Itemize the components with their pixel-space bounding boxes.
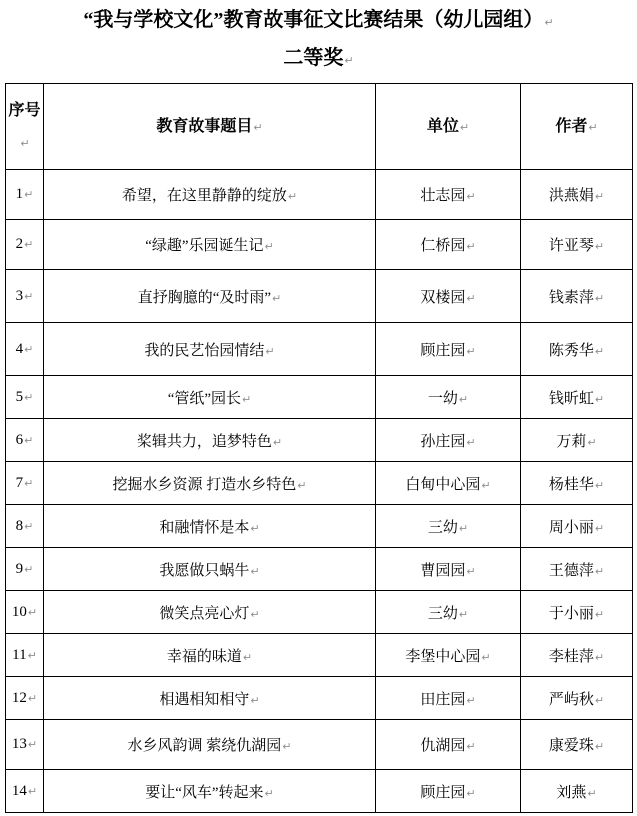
table-row: [6, 462, 633, 505]
cell-text: 我的民艺怡园情结: [144, 342, 265, 359]
cell-text: 直抒胸臆的“及时雨”: [137, 289, 272, 306]
paragraph-mark-icon: ↵: [466, 344, 476, 358]
cell-text: 3: [15, 287, 24, 304]
cell-text: 1: [15, 186, 24, 202]
cell-text: 于小丽: [548, 605, 594, 622]
paragraph-mark-icon: ↵: [458, 521, 469, 535]
cell-unit: [376, 591, 521, 634]
cell-index: [6, 419, 44, 462]
cell-story-title: [44, 548, 376, 591]
cell-text: 白甸中心园: [405, 476, 481, 493]
prize-level-text: 二等奖: [283, 47, 344, 69]
paragraph-mark-icon: ↵: [594, 392, 605, 406]
cell-text: 陈秀华: [548, 342, 594, 359]
cell-unit: [376, 323, 521, 376]
paragraph-mark-icon: ↵: [265, 344, 275, 358]
cell-index: [6, 720, 44, 770]
paragraph-mark-icon: ↵: [264, 786, 274, 800]
cell-text: 三幼: [427, 519, 458, 536]
paragraph-mark-icon: ↵: [594, 607, 605, 621]
cell-author: [521, 270, 633, 323]
cell-story-title: [44, 462, 376, 505]
cell-text: 4: [15, 340, 24, 357]
paragraph-mark-icon: ↵: [594, 291, 605, 305]
cell-story-title: [44, 720, 376, 770]
cell-text: 9: [15, 560, 24, 577]
cell-text: 王德萍: [548, 562, 594, 579]
cell-author: [521, 591, 633, 634]
cell-text: 我愿做只蜗牛: [159, 562, 250, 579]
cell-text: 钱昕虹: [548, 390, 594, 407]
cell-text: 洪燕娟: [548, 188, 594, 204]
cell-index: [6, 170, 44, 220]
cell-author: [521, 634, 633, 677]
cell-index: [6, 376, 44, 419]
cell-author: [521, 376, 633, 419]
cell-text: 希望，在这里静静的绽放: [121, 188, 287, 204]
paragraph-mark-icon: ↵: [27, 784, 38, 798]
paragraph-mark-icon: ↵: [250, 564, 260, 578]
paragraph-mark-icon: ↵: [27, 648, 37, 662]
col-header-text: 单位: [426, 117, 459, 135]
cell-text: 幸福的味道: [166, 648, 242, 665]
cell-text: “绿趣”乐园诞生记: [145, 238, 264, 254]
cell-story-title: [44, 770, 376, 813]
col-header-author: [521, 84, 633, 170]
paragraph-mark-icon: ↵: [297, 478, 307, 492]
cell-author: [521, 548, 633, 591]
cell-text: 壮志园: [420, 188, 466, 204]
cell-story-title: [44, 419, 376, 462]
table-row: [6, 548, 633, 591]
cell-text: 周小丽: [548, 519, 594, 536]
page-title: [0, 9, 637, 32]
cell-author: [521, 720, 633, 770]
col-header-story-title: [44, 84, 376, 170]
cell-author: [521, 419, 633, 462]
paragraph-mark-icon: ↵: [594, 190, 605, 203]
cell-story-title: [44, 376, 376, 419]
paragraph-mark-icon: ↵: [594, 693, 605, 707]
cell-story-title: [44, 591, 376, 634]
paragraph-mark-icon: ↵: [594, 478, 605, 492]
paragraph-mark-icon: ↵: [587, 435, 597, 449]
cell-index: [6, 591, 44, 634]
paragraph-mark-icon: ↵: [242, 392, 252, 406]
paragraph-mark-icon: ↵: [282, 740, 292, 753]
table-row: [6, 720, 633, 770]
prize-level-subtitle: [0, 47, 637, 70]
paragraph-mark-icon: ↵: [272, 435, 283, 449]
cell-text: 相遇相知相守: [159, 691, 250, 708]
cell-text: 仇湖园: [420, 738, 466, 754]
col-header-text: 教育故事题目: [156, 117, 253, 135]
paragraph-mark-icon: ↵: [24, 433, 34, 447]
paragraph-mark-icon: ↵: [458, 392, 469, 406]
cell-text: 挖掘水乡资源 打造水乡特色: [112, 476, 297, 493]
cell-text: 8: [15, 517, 24, 534]
paragraph-mark-icon: ↵: [24, 342, 34, 356]
cell-text: 水乡风韵调 萦绕仇湖园: [127, 738, 282, 754]
cell-unit: [376, 462, 521, 505]
paragraph-mark-icon: ↵: [27, 605, 38, 619]
cell-index: [6, 462, 44, 505]
cell-text: 三幼: [427, 605, 458, 622]
cell-author: [521, 170, 633, 220]
cell-text: 11: [12, 646, 27, 663]
cell-text: “管纸”园长: [167, 390, 242, 407]
cell-index: [6, 270, 44, 323]
paragraph-mark-icon: ↵: [594, 740, 605, 753]
cell-unit: [376, 376, 521, 419]
cell-text: 要让“风车”转起来: [145, 784, 264, 801]
cell-text: 桨辑共力，追梦特色: [136, 433, 272, 450]
cell-text: 李桂萍: [548, 648, 594, 665]
cell-unit: [376, 677, 521, 720]
paragraph-mark-icon: ↵: [466, 786, 476, 800]
paragraph-mark-icon: ↵: [287, 190, 298, 203]
cell-text: 孙庄园: [420, 433, 466, 450]
col-header-unit: [376, 84, 521, 170]
cell-text: 仁桥园: [420, 238, 466, 254]
cell-index: [6, 677, 44, 720]
table-row: [6, 376, 633, 419]
cell-author: [521, 505, 633, 548]
paragraph-mark-icon: ↵: [594, 564, 605, 578]
paragraph-mark-icon: ↵: [594, 240, 605, 253]
table-body: [6, 170, 633, 813]
cell-text: 一幼: [427, 390, 458, 407]
cell-text: 杨桂华: [548, 476, 594, 493]
cell-story-title: [44, 634, 376, 677]
cell-text: 李堡中心园: [405, 648, 481, 665]
cell-author: [521, 677, 633, 720]
cell-text: 严屿秋: [548, 691, 594, 708]
paragraph-mark-icon: ↵: [458, 607, 469, 621]
cell-author: [521, 770, 633, 813]
paragraph-mark-icon: ↵: [24, 390, 34, 404]
table-header: [6, 84, 633, 170]
cell-index: [6, 220, 44, 270]
paragraph-mark-icon: ↵: [466, 291, 476, 305]
paragraph-mark-icon: ↵: [24, 562, 34, 576]
paragraph-mark-icon: ↵: [594, 344, 605, 358]
table-row: [6, 270, 633, 323]
paragraph-mark-icon: ↵: [20, 136, 30, 150]
paragraph-mark-icon: ↵: [481, 478, 491, 492]
table-row: [6, 634, 633, 677]
col-header-text: 序号: [8, 101, 41, 119]
page-title-text: “我与学校文化”教育故事征文比赛结果（幼儿园组）: [83, 9, 544, 31]
cell-story-title: [44, 270, 376, 323]
table-row: [6, 419, 633, 462]
cell-text: 14: [11, 782, 27, 799]
paragraph-mark-icon: ↵: [466, 190, 476, 203]
paragraph-mark-icon: ↵: [272, 291, 282, 305]
paragraph-mark-icon: ↵: [466, 240, 476, 253]
results-table: [5, 83, 633, 813]
cell-text: 康爱珠: [548, 738, 594, 754]
cell-unit: [376, 220, 521, 270]
cell-author: [521, 323, 633, 376]
paragraph-mark-icon: ↵: [594, 650, 605, 664]
cell-unit: [376, 548, 521, 591]
cell-text: 12: [11, 689, 27, 706]
paragraph-mark-icon: ↵: [481, 650, 491, 664]
paragraph-mark-icon: ↵: [250, 521, 260, 535]
table-row: [6, 170, 633, 220]
col-header-index: [6, 84, 44, 170]
cell-text: 钱素萍: [548, 289, 594, 306]
paragraph-mark-icon: ↵: [250, 607, 260, 621]
cell-text: 曹园园: [420, 562, 466, 579]
paragraph-mark-icon: ↵: [588, 120, 598, 134]
cell-index: [6, 634, 44, 677]
paragraph-mark-icon: ↵: [250, 693, 260, 707]
cell-text: 6: [15, 431, 24, 448]
table-row: [6, 505, 633, 548]
paragraph-mark-icon: ↵: [544, 16, 554, 29]
cell-unit: [376, 505, 521, 548]
cell-unit: [376, 720, 521, 770]
cell-text: 2: [15, 236, 24, 252]
cell-unit: [376, 419, 521, 462]
paragraph-mark-icon: ↵: [24, 476, 34, 490]
paragraph-mark-icon: ↵: [24, 188, 34, 201]
paragraph-mark-icon: ↵: [587, 786, 597, 800]
paragraph-mark-icon: ↵: [344, 54, 354, 67]
cell-text: 顾庄园: [420, 784, 466, 801]
paragraph-mark-icon: ↵: [466, 693, 476, 707]
cell-text: 万莉: [556, 433, 587, 450]
cell-text: 双楼园: [420, 289, 466, 306]
cell-unit: [376, 270, 521, 323]
cell-text: 许亚琴: [548, 238, 594, 254]
cell-index: [6, 548, 44, 591]
cell-index: [6, 505, 44, 548]
cell-author: [521, 462, 633, 505]
cell-story-title: [44, 505, 376, 548]
cell-unit: [376, 170, 521, 220]
paragraph-mark-icon: ↵: [466, 435, 476, 449]
cell-text: 13: [11, 736, 27, 752]
cell-unit: [376, 770, 521, 813]
paragraph-mark-icon: ↵: [24, 289, 34, 303]
cell-text: 田庄园: [420, 691, 466, 708]
table-header-row: [6, 84, 633, 170]
cell-author: [521, 220, 633, 270]
cell-text: 10: [11, 603, 27, 620]
paragraph-mark-icon: ↵: [27, 691, 38, 705]
cell-index: [6, 770, 44, 813]
cell-index: [6, 323, 44, 376]
paragraph-mark-icon: ↵: [27, 738, 38, 751]
paragraph-mark-icon: ↵: [466, 564, 476, 578]
cell-story-title: [44, 677, 376, 720]
table-row: [6, 591, 633, 634]
paragraph-mark-icon: ↵: [264, 240, 274, 253]
cell-story-title: [44, 220, 376, 270]
paragraph-mark-icon: ↵: [24, 519, 34, 533]
cell-text: 顾庄园: [420, 342, 466, 359]
paragraph-mark-icon: ↵: [459, 120, 470, 134]
cell-text: 7: [15, 474, 24, 491]
cell-story-title: [44, 170, 376, 220]
table-row: [6, 770, 633, 813]
cell-text: 和融情怀是本: [159, 519, 250, 536]
cell-text: 刘燕: [556, 784, 587, 801]
paragraph-mark-icon: ↵: [466, 740, 476, 753]
table-row: [6, 677, 633, 720]
cell-text: 5: [15, 388, 24, 405]
cell-story-title: [44, 323, 376, 376]
paragraph-mark-icon: ↵: [24, 238, 34, 251]
cell-unit: [376, 634, 521, 677]
paragraph-mark-icon: ↵: [253, 120, 263, 134]
table-row: [6, 220, 633, 270]
paragraph-mark-icon: ↵: [242, 650, 253, 664]
table-row: [6, 323, 633, 376]
paragraph-mark-icon: ↵: [594, 521, 605, 535]
col-header-text: 作者: [555, 117, 588, 135]
cell-text: 微笑点亮心灯: [159, 605, 250, 622]
